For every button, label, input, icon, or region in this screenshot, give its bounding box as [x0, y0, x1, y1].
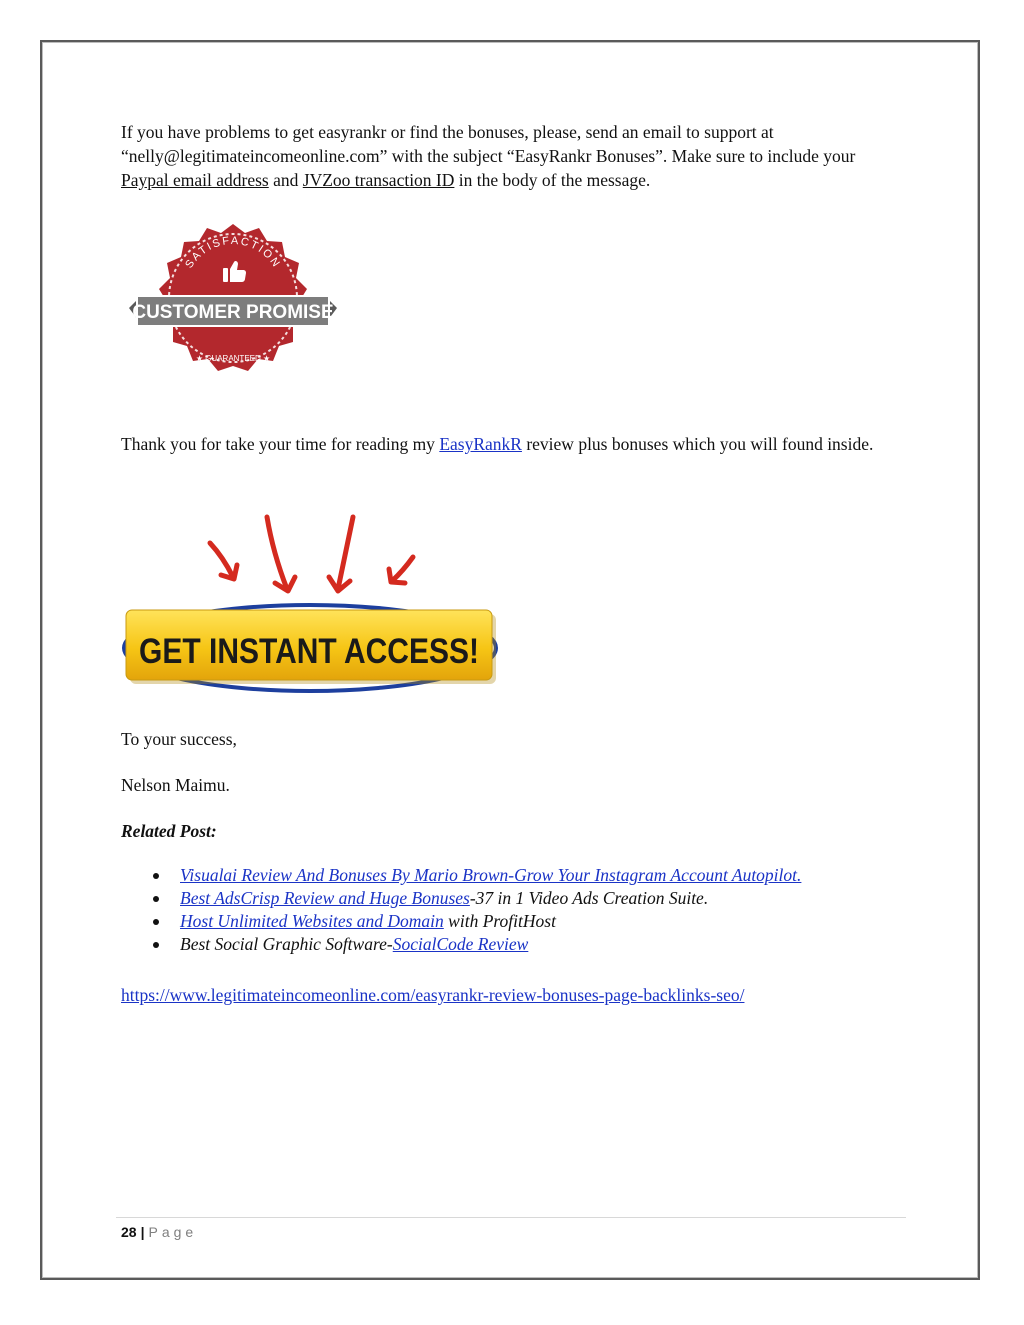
arrows-graphic — [195, 505, 435, 605]
footer-divider — [116, 1217, 906, 1218]
list-item — [121, 887, 921, 910]
related-post-title: Related Post: — [121, 821, 217, 841]
list-item-suffix: with ProfitHost — [443, 911, 556, 931]
badge-banner-text: CUSTOMER PROMISE — [132, 302, 334, 323]
list-item — [121, 864, 921, 887]
host-unlimited-link[interactable]: Host Unlimited Websites and Domain — [180, 911, 444, 931]
arrow-down-icon — [329, 517, 353, 591]
list-item-suffix: -37 in 1 Video Ads Creation Suite. — [469, 888, 709, 908]
list-item-prefix: Best Social Graphic Software- — [180, 934, 393, 954]
footer-separator: | — [140, 1224, 145, 1240]
thanks-text-end: review plus bonuses which you will found inside. — [521, 434, 874, 454]
socialcode-review-link[interactable]: SocialCode Review — [392, 934, 529, 954]
arrow-down-icon — [210, 543, 237, 579]
related-post-list — [121, 864, 921, 956]
intro-text: If you have problems to get easyrankr or find the bonuses, please, send an email to support at “nelly@legitimateincomeonline.com” with the subject “EasyRankr Bonuses”. Make sure to include your — [121, 122, 856, 166]
easyrankr-link[interactable]: EasyRankR — [439, 434, 522, 454]
closing-line: To your success, — [121, 729, 237, 749]
cta-label: GET INSTANT ACCESS! — [139, 632, 479, 671]
badge-top-text: SATISFACTION — [183, 234, 283, 271]
get-instant-access-button[interactable] — [120, 600, 500, 700]
thanks-paragraph — [121, 432, 901, 456]
thanks-text: Thank you for take your time for reading my — [121, 434, 440, 454]
badge-bottom-text: ★ GUARANTEED ★ — [195, 354, 271, 363]
url-paragraph — [121, 983, 941, 1007]
jvzoo-transaction-text: JVZoo transaction ID — [302, 170, 455, 190]
intro-paragraph — [121, 120, 901, 192]
intro-text-end: in the body of the message. — [454, 170, 651, 190]
adscrisp-review-link[interactable]: Best AdsCrisp Review and Huge Bonuses — [180, 888, 470, 908]
signature: Nelson Maimu. — [121, 775, 230, 795]
customer-promise-badge — [123, 218, 343, 398]
page-footer — [121, 1222, 197, 1242]
list-item — [121, 910, 921, 933]
list-item — [121, 933, 921, 956]
page-number: 28 — [121, 1224, 137, 1240]
paypal-email-text: Paypal email address — [121, 170, 269, 190]
visualai-review-link[interactable]: Visualai Review And Bonuses By Mario Brown-Grow Your Instagram Account Autopilot. — [180, 865, 802, 885]
page-label: Page — [148, 1224, 198, 1240]
intro-text-and: and — [268, 170, 303, 190]
page-url-link[interactable]: https://www.legitimateincomeonline.com/easyrankr-review-bonuses-page-backlinks-seo/ — [121, 985, 745, 1005]
arrow-down-icon — [389, 557, 413, 583]
arrow-down-icon — [267, 517, 295, 591]
